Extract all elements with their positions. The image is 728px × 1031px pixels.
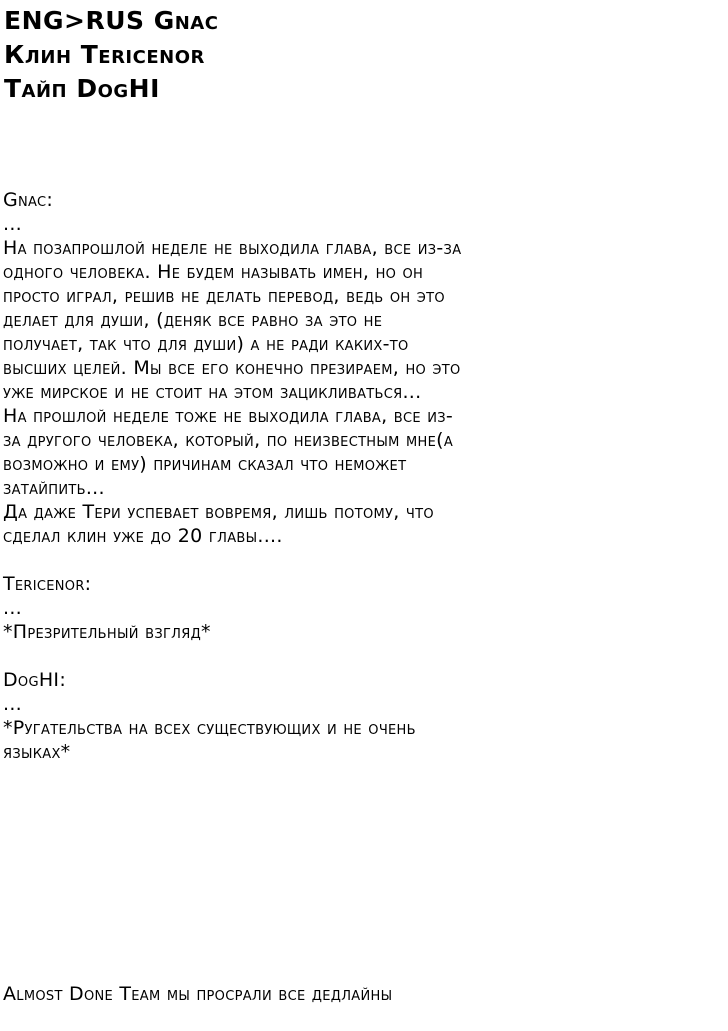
section-gap <box>3 644 718 668</box>
credit-typesetter: Тайп DogHI <box>4 74 160 103</box>
notes-body <box>3 188 718 764</box>
gnac-line: высших целей. Мы все его конечно презираем, но это <box>3 357 461 379</box>
gnac-line: На позапрошлой неделе не выходила глава, все из-за <box>3 237 462 259</box>
doghi-line: *Ругательства на всех существующих и не очень <box>3 717 416 739</box>
team-footer: Almost Done Team мы просрали все дедлайны <box>3 983 393 1005</box>
gnac-line: за другого человека, который, по неизвестным мне(а <box>3 429 454 451</box>
gnac-line: затайпить... <box>3 477 105 499</box>
speaker-doghi: DogHI: <box>3 669 67 691</box>
speaker-tericenor: Tericenor: <box>3 573 92 595</box>
doghi-line: ... <box>3 693 23 715</box>
gnac-line: возможно и ему) причинам сказал что неможет <box>3 453 407 475</box>
gnac-line: одного человека. Не будем называть имен, но он <box>3 261 424 283</box>
gnac-line: Да даже Тери успевает вовремя, лишь потому, что <box>3 501 434 523</box>
tericenor-line: *Презрительный взгляд* <box>3 621 211 643</box>
gnac-line: сделал клин уже до 20 главы.... <box>3 525 283 547</box>
tericenor-line: ... <box>3 597 23 619</box>
gnac-line: просто играл, решив не делать перевод, ведь он это <box>3 285 445 307</box>
section-gap <box>3 548 718 572</box>
gnac-line: уже мирское и не стоит на этом зацикливаться... <box>3 381 422 403</box>
credits-block <box>4 4 704 106</box>
speaker-gnac: Gnac: <box>3 189 54 211</box>
gnac-line: На прошлой неделе тоже не выходила глава, все из- <box>3 405 454 427</box>
doghi-line: языках* <box>3 741 71 763</box>
gnac-line: ... <box>3 213 23 235</box>
gnac-line: получает, так что для души) а не ради каких-то <box>3 333 409 355</box>
gnac-line: делает для души, (деняк все равно за это не <box>3 309 383 331</box>
credit-translator: ENG>RUS Gnac <box>4 6 219 35</box>
credit-cleaner: Клин Tericenor <box>4 40 205 69</box>
